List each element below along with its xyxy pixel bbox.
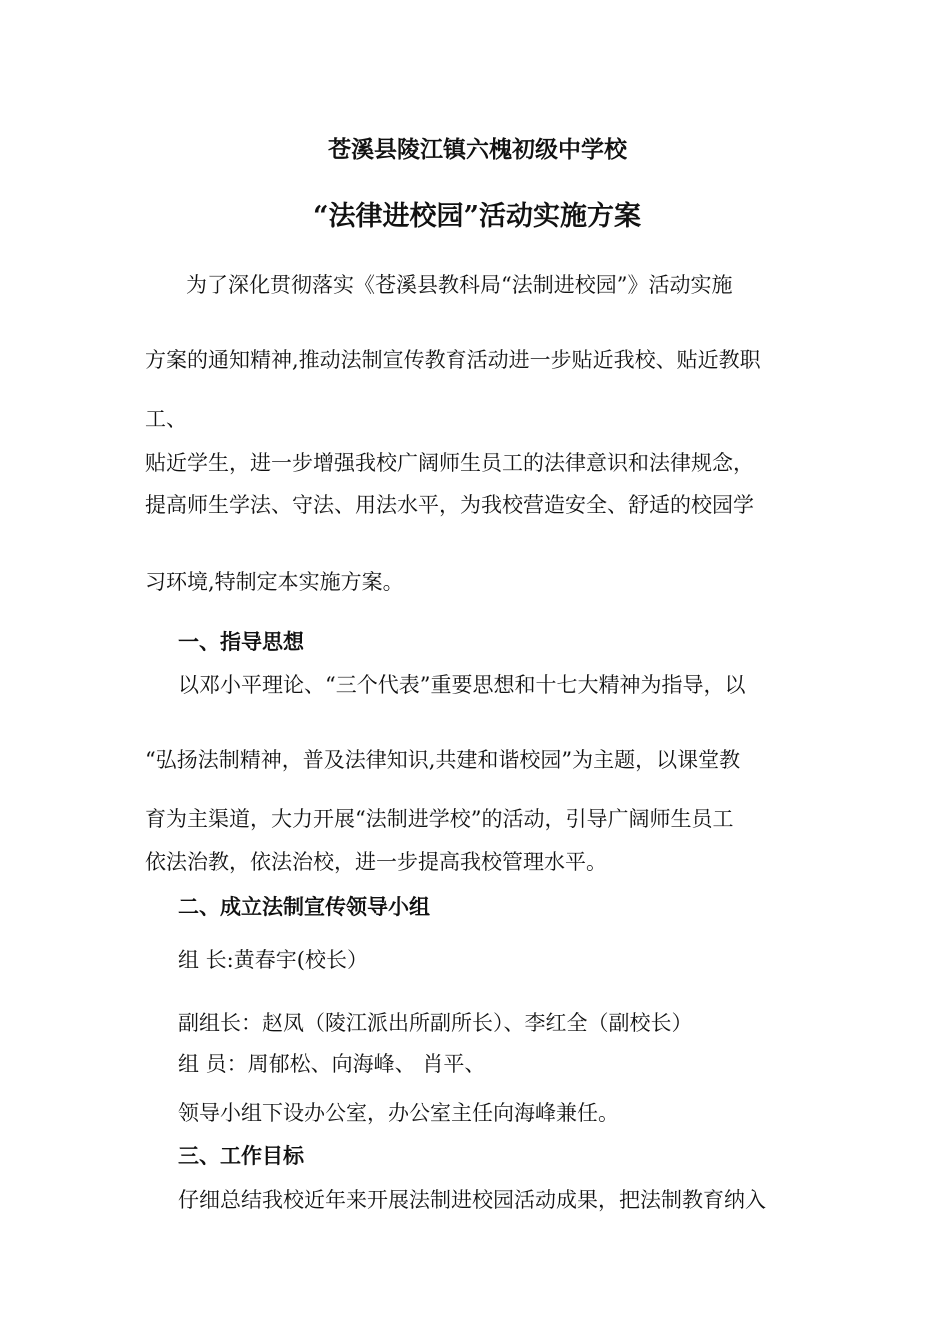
- section-line: 仔细总结我校近年来开展法制进校园活动成果，把法制教育纳入: [178, 1188, 766, 1212]
- section-heading: 一、指导思想: [178, 629, 304, 654]
- section-heading: 三、工作目标: [178, 1143, 304, 1168]
- section-line: “弘扬法制精神，普及法律知识,共建和谐校园”为主题，以课堂教: [145, 748, 741, 772]
- section-line: 以邓小平理论、“三个代表”重要思想和十七大精神为指导，以: [178, 673, 746, 697]
- section-line: 依法治教，依法治校，进一步提高我校管理水平。: [145, 850, 607, 874]
- school-name: 苍溪县陵江镇六槐初级中学校: [328, 136, 627, 163]
- intro-line: 工、: [145, 407, 187, 431]
- section-line: 组 员：周郁松、向海峰、 肖平、: [178, 1052, 486, 1076]
- section-line: 领导小组下设办公室，办公室主任向海峰兼任。: [178, 1101, 619, 1125]
- intro-line: 提高师生学法、守法、用法水平，为我校营造安全、舒适的校园学: [145, 493, 754, 517]
- section-line: 育为主渠道，大力开展“法制进学校”的活动，引导广阔师生员工: [145, 807, 734, 831]
- intro-line: 为了深化贯彻落实《苍溪县教科局“法制进校园”》活动实施: [186, 273, 733, 297]
- intro-line: 方案的通知精神,推动法制宣传教育活动进一步贴近我校、贴近教职: [145, 348, 761, 372]
- intro-line: 贴近学生，进一步增强我校广阔师生员工的法律意识和法律规念，: [145, 451, 754, 475]
- intro-line: 习环境,特制定本实施方案。: [145, 570, 404, 594]
- document-title: “法律进校园”活动实施方案: [313, 201, 642, 232]
- section-line: 副组长：赵凤（陵江派出所副所长）、李红全（副校长）: [178, 1011, 693, 1035]
- section-heading: 二、成立法制宣传领导小组: [178, 894, 430, 919]
- section-line: 组 长:黄春宇(校长）: [178, 948, 368, 972]
